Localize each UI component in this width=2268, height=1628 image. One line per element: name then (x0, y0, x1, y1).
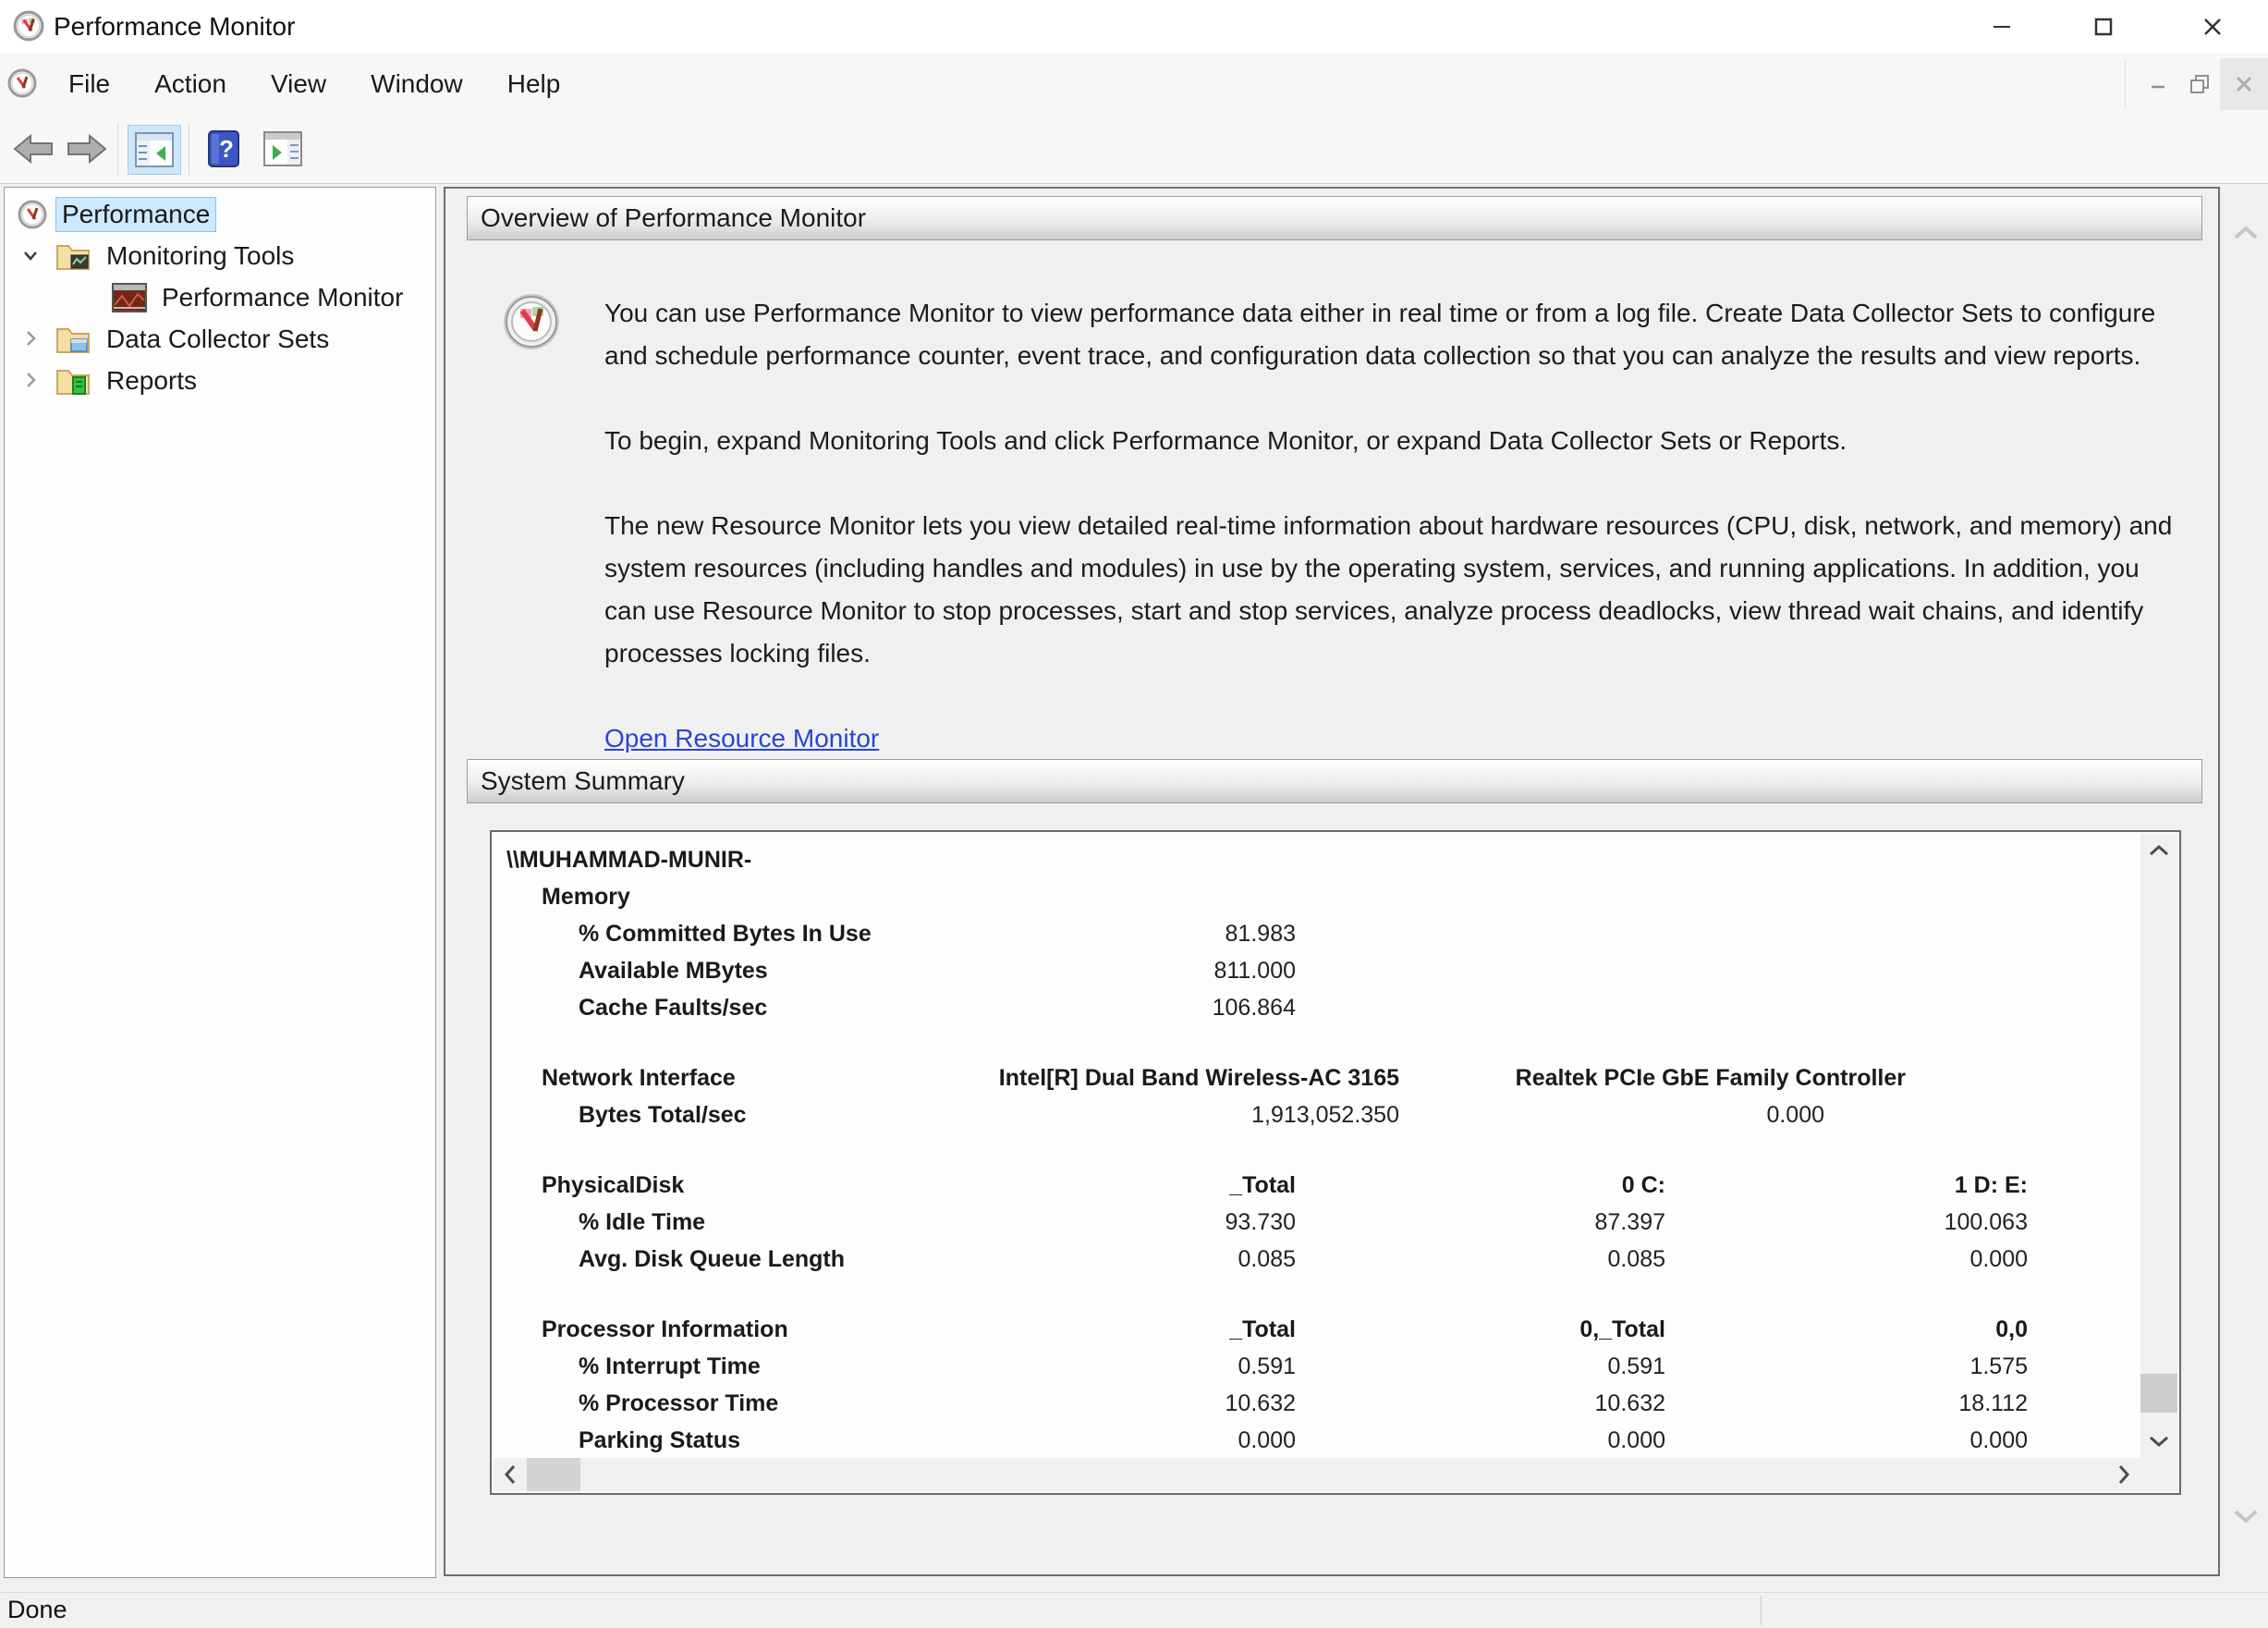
horizontal-scrollbar-thumb[interactable] (527, 1458, 580, 1491)
chevron-right-icon[interactable] (19, 327, 42, 349)
forward-button[interactable] (61, 125, 113, 173)
counter-row (494, 989, 2139, 1026)
chevron-down-icon[interactable] (19, 244, 42, 266)
tree-label-monitoring-tools[interactable]: Monitoring Tools (106, 240, 295, 270)
system-summary-content (494, 832, 2139, 1458)
menu-file[interactable]: File (68, 69, 111, 98)
memory-section-label: Memory (542, 884, 630, 910)
counter-value: 0.085 (1607, 1246, 1665, 1272)
menu-window[interactable]: Window (371, 69, 463, 98)
counter-value: 106.864 (1212, 995, 1296, 1021)
console-tree (4, 187, 436, 1578)
counter-value: 811.000 (1213, 958, 1296, 984)
menu-action[interactable]: Action (154, 69, 226, 98)
network-instance-header-1: Intel[R] Dual Band Wireless-AC 3165 (998, 1065, 1399, 1091)
forward-arrow-icon (65, 131, 109, 166)
monitoring-tools-folder-icon (55, 240, 91, 272)
counter-row (494, 1241, 2139, 1278)
help-button[interactable] (198, 125, 250, 173)
menu-help[interactable]: Help (506, 69, 561, 98)
toolbar (0, 115, 2268, 184)
counter-label: % Committed Bytes In Use (579, 921, 872, 947)
counter-label: Available MBytes (579, 958, 768, 984)
counter-value: 0.000 (1238, 1427, 1296, 1453)
scroll-up-icon[interactable] (2140, 834, 2177, 867)
perfmon-overview-icon (502, 292, 561, 351)
child-restore-button[interactable] (2179, 58, 2220, 110)
counter-value: 87.397 (1594, 1209, 1665, 1235)
pane-scroll-up-icon[interactable] (2225, 214, 2266, 251)
counter-label: Avg. Disk Queue Length (579, 1246, 846, 1272)
scroll-right-icon[interactable] (2107, 1458, 2140, 1491)
title-bar (0, 0, 2268, 54)
back-button[interactable] (7, 125, 59, 173)
disk-section-label: PhysicalDisk (542, 1172, 685, 1198)
menu-view[interactable]: View (270, 69, 327, 98)
perfmon-menu-icon (7, 68, 37, 98)
counter-value: 18.112 (1958, 1390, 2028, 1416)
counter-value: 81.983 (1225, 921, 1296, 947)
svg-text:?: ? (219, 135, 234, 163)
counter-value: 0.000 (1969, 1427, 2028, 1453)
summary-horizontal-scrollbar[interactable] (494, 1458, 2140, 1491)
maximize-button[interactable] (2065, 0, 2142, 54)
processor-instance-header-2: 0,_Total (1579, 1316, 1665, 1342)
counter-label: % Interrupt Time (579, 1353, 761, 1379)
counter-value: 10.632 (1225, 1390, 1296, 1416)
vertical-scrollbar-thumb[interactable] (2140, 1374, 2177, 1413)
summary-vertical-scrollbar[interactable] (2140, 834, 2177, 1458)
tree-label-data-collector-sets[interactable]: Data Collector Sets (106, 324, 330, 353)
back-arrow-icon (11, 131, 55, 166)
network-instance-header-2: Realtek PCIe GbE Family Controller (1515, 1065, 1906, 1091)
disk-instance-header-3: 1 D: E: (1954, 1172, 2028, 1198)
menu-bar (0, 54, 2268, 116)
tree-item-data-collector-sets[interactable] (5, 318, 433, 360)
counter-value: 1,913,052.350 (1251, 1102, 1399, 1128)
overview-text (604, 292, 2181, 760)
section-processor-information (494, 1311, 2139, 1348)
counter-row (494, 952, 2139, 989)
counter-value: 0.000 (1766, 1102, 1824, 1128)
window-title: Performance Monitor (54, 12, 296, 41)
counter-value: 1.575 (1969, 1353, 2028, 1379)
status-text: Done (7, 1596, 67, 1623)
scroll-down-icon[interactable] (2140, 1425, 2177, 1458)
computer-name: \\MUHAMMAD-MUNIR- (506, 847, 752, 873)
overview-paragraph-1: You can use Performance Monitor to view performance data either in real time or from a log file. Create Data Collector Sets to configure and schedule performance counter, event trace, and configuration data collection so that you can analyze the results and view reports. (604, 299, 2156, 370)
counter-label: % Processor Time (579, 1390, 779, 1416)
toolbar-separator (117, 122, 118, 176)
show-action-pane-button[interactable] (257, 125, 309, 173)
disk-instance-header-1: _Total (1229, 1172, 1296, 1198)
section-network-interface (494, 1059, 2139, 1096)
computer-row (494, 841, 2139, 878)
network-section-label: Network Interface (542, 1065, 736, 1091)
scrollbar-corner (2140, 1458, 2177, 1491)
tree-label-reports[interactable]: Reports (106, 365, 198, 395)
system-summary-table (490, 830, 2181, 1495)
processor-section-label: Processor Information (542, 1316, 788, 1342)
tree-item-reports[interactable] (5, 360, 433, 401)
menu-divider (2125, 58, 2126, 110)
counter-value: 0.000 (1607, 1427, 1665, 1453)
tree-item-performance-monitor[interactable] (5, 276, 433, 318)
disk-instance-header-2: 0 C: (1621, 1172, 1665, 1198)
counter-row (494, 1385, 2139, 1422)
counter-value: 93.730 (1225, 1209, 1296, 1235)
data-collector-sets-folder-icon (55, 324, 91, 355)
counter-label: % Idle Time (579, 1209, 706, 1235)
counter-row (494, 915, 2139, 952)
tree-item-monitoring-tools[interactable] (5, 235, 433, 276)
overview-paragraph-2: To begin, expand Monitoring Tools and click Performance Monitor, or expand Data Collector Sets or Reports. (604, 426, 1847, 455)
counter-value: 0.591 (1238, 1353, 1296, 1379)
section-memory (494, 878, 2139, 915)
counter-row (494, 1348, 2139, 1385)
counter-row (494, 1096, 2139, 1133)
counter-label: Bytes Total/sec (579, 1102, 747, 1128)
scroll-left-icon[interactable] (494, 1458, 527, 1491)
help-icon (207, 129, 240, 168)
show-console-tree-button[interactable] (128, 125, 181, 175)
minimize-button[interactable] (1963, 0, 2041, 54)
tree-item-performance[interactable] (5, 193, 433, 235)
counter-label: Cache Faults/sec (579, 995, 768, 1021)
chevron-right-icon[interactable] (19, 369, 42, 391)
counter-value: 10.632 (1594, 1390, 1665, 1416)
perfmon-app-icon (13, 10, 44, 42)
pane-scroll-down-icon[interactable] (2225, 1498, 2266, 1535)
counter-label: Parking Status (579, 1427, 741, 1453)
status-bar (0, 1592, 2268, 1628)
overview-header: Overview of Performance Monitor (467, 196, 2202, 240)
details-pane (444, 187, 2220, 1576)
processor-instance-header-3: 0,0 (1995, 1316, 2028, 1342)
counter-value: 0.000 (1969, 1246, 2028, 1272)
child-close-button[interactable] (2220, 58, 2268, 110)
console-tree-icon (135, 132, 174, 167)
counter-value: 100.063 (1944, 1209, 2028, 1235)
counter-row (494, 1204, 2139, 1241)
counter-value: 0.591 (1607, 1353, 1665, 1379)
counter-row (494, 1422, 2139, 1458)
status-bar-divider (1761, 1596, 1762, 1625)
system-summary-header: System Summary (467, 759, 2202, 803)
close-button[interactable] (2174, 0, 2251, 54)
counter-value: 0.085 (1238, 1246, 1296, 1272)
open-resource-monitor-link[interactable]: Open Resource Monitor (604, 724, 880, 753)
tree-label-performance-monitor[interactable]: Performance Monitor (162, 282, 404, 312)
reports-folder-icon (55, 365, 91, 397)
perfmon-node-icon (18, 200, 47, 229)
overview-paragraph-3: The new Resource Monitor lets you view detailed real-time information about hardware resources (CPU, disk, network, and memory) and system resources (including handles and modules) in use by the operating system, services, and running applications. In addition, you can use Resource Monitor to stop processes, start and stop services, analyze process deadlocks, view thread wait chains, and identify processes locking files. (604, 511, 2173, 667)
section-physicaldisk (494, 1167, 2139, 1204)
tree-label-performance[interactable]: Performance (56, 198, 215, 231)
performance-monitor-icon (112, 283, 147, 312)
action-pane-icon (263, 131, 302, 166)
child-minimize-button[interactable] (2139, 58, 2179, 110)
processor-instance-header-1: _Total (1229, 1316, 1296, 1342)
